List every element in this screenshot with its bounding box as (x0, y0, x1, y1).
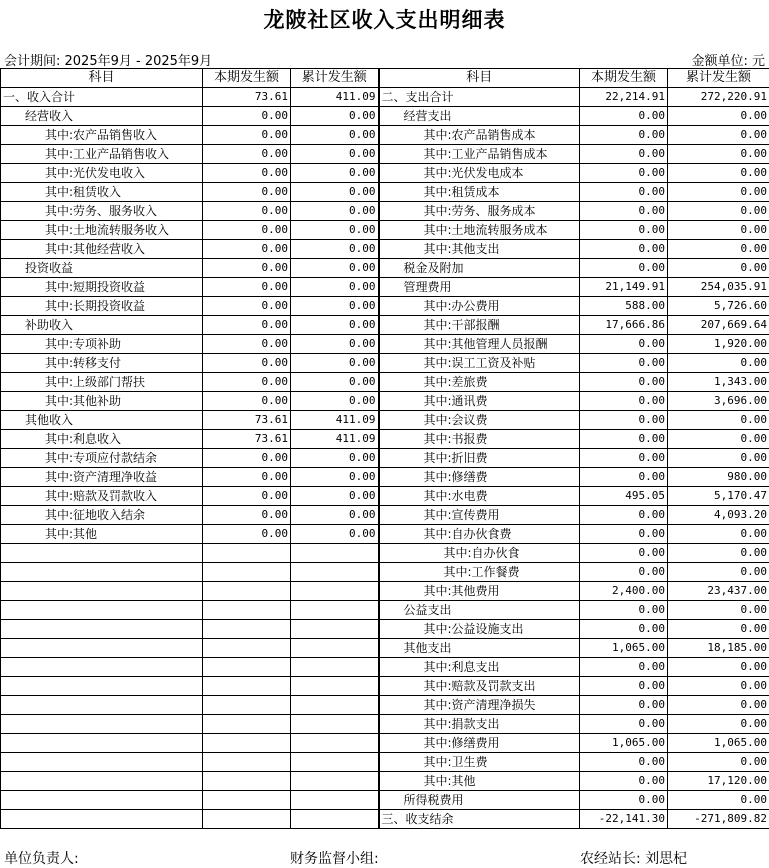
left-current-cell (203, 544, 291, 563)
left-item-cell (1, 696, 203, 715)
left-item-cell: 其中:其他经营收入 (1, 240, 203, 259)
left-current-cell: 0.00 (203, 354, 291, 373)
table-row (1, 449, 769, 468)
right-item-cell: 其中:通讯费 (379, 392, 580, 411)
right-current-cell: 0.00 (580, 373, 668, 392)
right-current-cell: 0.00 (580, 563, 668, 582)
left-item-cell (1, 810, 203, 829)
left-item-cell: 其中:专项应付款结余 (1, 449, 203, 468)
accounting-period: 会计期间: 2025年9月 - 2025年9月 (4, 50, 212, 69)
right-cumulative-cell: 0.00 (668, 449, 769, 468)
left-item-cell: 其中:资产清理净收益 (1, 468, 203, 487)
right-current-cell: 0.00 (580, 715, 668, 734)
left-item-cell: 投资收益 (1, 259, 203, 278)
left-cumulative-cell: 411.09 (291, 88, 379, 107)
table-row (1, 715, 769, 734)
table-row (1, 164, 769, 183)
right-item-cell: 其中:光伏发电成本 (379, 164, 580, 183)
right-cumulative-cell: 0.00 (668, 601, 769, 620)
right-item-cell: 其中:资产清理净损失 (379, 696, 580, 715)
right-cumulative-cell: 0.00 (668, 107, 769, 126)
left-item-cell (1, 639, 203, 658)
right-current-cell: 0.00 (580, 620, 668, 639)
table-row (1, 88, 769, 107)
left-item-cell: 其中:赔款及罚款收入 (1, 487, 203, 506)
left-current-cell: 0.00 (203, 278, 291, 297)
right-cumulative-cell: 0.00 (668, 354, 769, 373)
left-cumulative-cell (291, 810, 379, 829)
right-cumulative-cell: 0.00 (668, 411, 769, 430)
left-cumulative-cell (291, 715, 379, 734)
right-item-cell: 其中:修缮费用 (379, 734, 580, 753)
right-item-cell: 其中:租赁成本 (379, 183, 580, 202)
left-cumulative-cell (291, 620, 379, 639)
left-item-cell: 其中:转移支付 (1, 354, 203, 373)
right-cumulative-cell: 0.00 (668, 791, 769, 810)
left-cumulative-cell (291, 658, 379, 677)
left-cumulative-cell (291, 639, 379, 658)
left-cumulative-cell: 0.00 (291, 468, 379, 487)
table-row (1, 316, 769, 335)
income-expense-table (0, 68, 769, 829)
table-row (1, 677, 769, 696)
left-item-cell: 其中:光伏发电收入 (1, 164, 203, 183)
table-row (1, 240, 769, 259)
right-cumulative-cell: 3,696.00 (668, 392, 769, 411)
right-current-cell: 1,065.00 (580, 734, 668, 753)
right-item-cell: 其中:会议费 (379, 411, 580, 430)
left-current-cell: 0.00 (203, 449, 291, 468)
right-cumulative-cell: 0.00 (668, 677, 769, 696)
right-cumulative-cell: 0.00 (668, 544, 769, 563)
header-item-right: 科目 (379, 69, 580, 88)
right-item-cell: 其中:工业产品销售成本 (379, 145, 580, 164)
left-current-cell: 0.00 (203, 221, 291, 240)
table-row (1, 658, 769, 677)
table-row (1, 411, 769, 430)
left-cumulative-cell (291, 696, 379, 715)
header-cumulative-right: 累计发生额 (668, 69, 769, 88)
left-item-cell: 经营收入 (1, 107, 203, 126)
right-item-cell: 其中:其他支出 (379, 240, 580, 259)
right-item-cell: 其中:劳务、服务成本 (379, 202, 580, 221)
left-cumulative-cell: 0.00 (291, 240, 379, 259)
left-cumulative-cell: 0.00 (291, 316, 379, 335)
table-row (1, 753, 769, 772)
table-row (1, 487, 769, 506)
right-current-cell: 0.00 (580, 696, 668, 715)
left-item-cell: 其中:其他补助 (1, 392, 203, 411)
table-row (1, 259, 769, 278)
left-cumulative-cell: 0.00 (291, 259, 379, 278)
right-cumulative-cell: 23,437.00 (668, 582, 769, 601)
right-item-cell: 其中:赔款及罚款支出 (379, 677, 580, 696)
left-cumulative-cell (291, 677, 379, 696)
right-cumulative-cell: 0.00 (668, 715, 769, 734)
left-current-cell: 0.00 (203, 145, 291, 164)
table-row (1, 183, 769, 202)
right-cumulative-cell: 0.00 (668, 145, 769, 164)
right-current-cell: 0.00 (580, 411, 668, 430)
left-cumulative-cell: 0.00 (291, 373, 379, 392)
table-row (1, 202, 769, 221)
table-row (1, 506, 769, 525)
right-cumulative-cell: 980.00 (668, 468, 769, 487)
right-item-cell: 所得税费用 (379, 791, 580, 810)
left-cumulative-cell (291, 791, 379, 810)
left-item-cell: 其中:征地收入结余 (1, 506, 203, 525)
right-current-cell: 22,214.91 (580, 88, 668, 107)
left-item-cell (1, 791, 203, 810)
right-item-cell: 其中:捐款支出 (379, 715, 580, 734)
table-row (1, 696, 769, 715)
left-cumulative-cell: 0.00 (291, 297, 379, 316)
right-cumulative-cell: 207,669.64 (668, 316, 769, 335)
left-cumulative-cell: 0.00 (291, 506, 379, 525)
right-item-cell: 其中:修缮费 (379, 468, 580, 487)
right-item-cell: 二、支出合计 (379, 88, 580, 107)
table-row (1, 639, 769, 658)
right-cumulative-cell: 0.00 (668, 259, 769, 278)
left-current-cell: 0.00 (203, 487, 291, 506)
right-current-cell: 0.00 (580, 430, 668, 449)
right-current-cell: 21,149.91 (580, 278, 668, 297)
right-current-cell: 588.00 (580, 297, 668, 316)
left-item-cell (1, 677, 203, 696)
right-current-cell: 0.00 (580, 164, 668, 183)
right-item-cell: 公益支出 (379, 601, 580, 620)
right-current-cell: 0.00 (580, 449, 668, 468)
right-item-cell: 其中:其他费用 (379, 582, 580, 601)
right-cumulative-cell: 4,093.20 (668, 506, 769, 525)
left-cumulative-cell: 0.00 (291, 221, 379, 240)
table-row (1, 221, 769, 240)
left-current-cell: 0.00 (203, 240, 291, 259)
left-current-cell (203, 772, 291, 791)
left-item-cell: 其中:工业产品销售收入 (1, 145, 203, 164)
left-cumulative-cell (291, 582, 379, 601)
right-current-cell: 0.00 (580, 259, 668, 278)
right-cumulative-cell: 0.00 (668, 620, 769, 639)
right-item-cell: 其中:利息支出 (379, 658, 580, 677)
table-row (1, 468, 769, 487)
right-item-cell: 其中:公益设施支出 (379, 620, 580, 639)
left-cumulative-cell: 0.00 (291, 145, 379, 164)
left-current-cell: 0.00 (203, 183, 291, 202)
right-current-cell: 495.05 (580, 487, 668, 506)
right-cumulative-cell: 0.00 (668, 658, 769, 677)
table-row (1, 335, 769, 354)
table-body (1, 88, 769, 829)
left-item-cell: 其中:长期投资收益 (1, 297, 203, 316)
table-row (1, 430, 769, 449)
right-item-cell: 其中:差旅费 (379, 373, 580, 392)
left-item-cell: 其中:专项补助 (1, 335, 203, 354)
left-current-cell: 0.00 (203, 259, 291, 278)
left-current-cell: 0.00 (203, 525, 291, 544)
right-item-cell: 三、收支结余 (379, 810, 580, 829)
right-item-cell: 经营支出 (379, 107, 580, 126)
right-cumulative-cell: 254,035.91 (668, 278, 769, 297)
right-cumulative-cell: -271,809.82 (668, 810, 769, 829)
left-current-cell: 0.00 (203, 164, 291, 183)
right-cumulative-cell: 1,920.00 (668, 335, 769, 354)
right-current-cell: 0.00 (580, 468, 668, 487)
left-item-cell: 其中:利息收入 (1, 430, 203, 449)
right-current-cell: 0.00 (580, 506, 668, 525)
left-cumulative-cell: 0.00 (291, 487, 379, 506)
left-item-cell: 其中:其他 (1, 525, 203, 544)
right-cumulative-cell: 0.00 (668, 164, 769, 183)
right-current-cell: 0.00 (580, 107, 668, 126)
table-row (1, 544, 769, 563)
left-current-cell (203, 734, 291, 753)
left-item-cell: 其中:短期投资收益 (1, 278, 203, 297)
left-cumulative-cell: 411.09 (291, 430, 379, 449)
left-current-cell: 0.00 (203, 316, 291, 335)
left-item-cell: 其中:农产品销售收入 (1, 126, 203, 145)
left-current-cell: 0.00 (203, 202, 291, 221)
left-current-cell: 0.00 (203, 373, 291, 392)
right-current-cell: 0.00 (580, 753, 668, 772)
right-current-cell: -22,141.30 (580, 810, 668, 829)
left-item-cell (1, 715, 203, 734)
left-item-cell (1, 563, 203, 582)
right-cumulative-cell: 0.00 (668, 430, 769, 449)
left-current-cell: 0.00 (203, 297, 291, 316)
right-item-cell: 其中:工作餐费 (379, 563, 580, 582)
table-header-row (1, 69, 769, 88)
right-item-cell: 其中:农产品销售成本 (379, 126, 580, 145)
left-current-cell (203, 791, 291, 810)
station-head-label: 农经站长: 刘思杞 (580, 848, 687, 868)
left-current-cell: 0.00 (203, 468, 291, 487)
left-current-cell: 73.61 (203, 411, 291, 430)
right-item-cell: 其中:其他 (379, 772, 580, 791)
right-current-cell: 0.00 (580, 126, 668, 145)
right-current-cell: 0.00 (580, 202, 668, 221)
header-cumulative-left: 累计发生额 (291, 69, 379, 88)
table-row (1, 354, 769, 373)
right-cumulative-cell: 5,726.60 (668, 297, 769, 316)
signature-footer (0, 848, 769, 866)
right-cumulative-cell: 272,220.91 (668, 88, 769, 107)
right-current-cell: 0.00 (580, 791, 668, 810)
left-current-cell: 0.00 (203, 506, 291, 525)
right-current-cell: 0.00 (580, 772, 668, 791)
left-current-cell (203, 677, 291, 696)
left-current-cell (203, 620, 291, 639)
right-item-cell: 其中:土地流转服务成本 (379, 221, 580, 240)
report-title: 龙陂社区收入支出明细表 (0, 4, 769, 34)
right-cumulative-cell: 0.00 (668, 753, 769, 772)
left-item-cell: 其中:上级部门帮扶 (1, 373, 203, 392)
left-cumulative-cell: 411.09 (291, 411, 379, 430)
left-item-cell (1, 772, 203, 791)
left-item-cell (1, 734, 203, 753)
table-row (1, 601, 769, 620)
left-cumulative-cell: 0.00 (291, 126, 379, 145)
right-current-cell: 1,065.00 (580, 639, 668, 658)
table-row (1, 392, 769, 411)
left-item-cell (1, 601, 203, 620)
right-current-cell: 0.00 (580, 221, 668, 240)
right-current-cell: 0.00 (580, 544, 668, 563)
right-item-cell: 其中:误工工资及补贴 (379, 354, 580, 373)
left-item-cell (1, 582, 203, 601)
left-current-cell (203, 696, 291, 715)
right-current-cell: 0.00 (580, 658, 668, 677)
table-row (1, 582, 769, 601)
right-item-cell: 其他支出 (379, 639, 580, 658)
left-current-cell (203, 658, 291, 677)
left-current-cell (203, 753, 291, 772)
table-row (1, 107, 769, 126)
left-current-cell: 73.61 (203, 430, 291, 449)
left-current-cell (203, 582, 291, 601)
left-cumulative-cell (291, 601, 379, 620)
right-cumulative-cell: 17,120.00 (668, 772, 769, 791)
right-cumulative-cell: 5,170.47 (668, 487, 769, 506)
right-current-cell: 0.00 (580, 354, 668, 373)
left-current-cell: 0.00 (203, 335, 291, 354)
left-current-cell (203, 715, 291, 734)
left-item-cell: 其中:土地流转服务收入 (1, 221, 203, 240)
left-item-cell: 补助收入 (1, 316, 203, 335)
right-current-cell: 0.00 (580, 677, 668, 696)
table-row (1, 373, 769, 392)
header-current-right: 本期发生额 (580, 69, 668, 88)
right-cumulative-cell: 0.00 (668, 525, 769, 544)
table-row (1, 145, 769, 164)
left-cumulative-cell: 0.00 (291, 449, 379, 468)
table-row (1, 620, 769, 639)
header-current-left: 本期发生额 (203, 69, 291, 88)
table-row (1, 734, 769, 753)
right-cumulative-cell: 0.00 (668, 696, 769, 715)
right-current-cell: 0.00 (580, 145, 668, 164)
left-item-cell: 其中:劳务、服务收入 (1, 202, 203, 221)
left-cumulative-cell: 0.00 (291, 164, 379, 183)
right-current-cell: 0.00 (580, 335, 668, 354)
left-current-cell (203, 810, 291, 829)
right-item-cell: 其中:卫生费 (379, 753, 580, 772)
left-item-cell: 一、收入合计 (1, 88, 203, 107)
left-current-cell: 73.61 (203, 88, 291, 107)
left-cumulative-cell: 0.00 (291, 183, 379, 202)
left-cumulative-cell (291, 544, 379, 563)
table-row (1, 791, 769, 810)
right-current-cell: 0.00 (580, 601, 668, 620)
right-item-cell: 税金及附加 (379, 259, 580, 278)
supervision-label: 财务监督小组: (290, 848, 379, 868)
right-cumulative-cell: 0.00 (668, 563, 769, 582)
right-item-cell: 其中:宣传费用 (379, 506, 580, 525)
right-item-cell: 其中:干部报酬 (379, 316, 580, 335)
left-cumulative-cell: 0.00 (291, 392, 379, 411)
currency-unit: 金额单位: 元 (691, 50, 765, 69)
right-current-cell: 0.00 (580, 392, 668, 411)
left-current-cell: 0.00 (203, 107, 291, 126)
left-cumulative-cell: 0.00 (291, 278, 379, 297)
table-row (1, 126, 769, 145)
left-cumulative-cell: 0.00 (291, 354, 379, 373)
right-current-cell: 0.00 (580, 240, 668, 259)
right-cumulative-cell: 0.00 (668, 183, 769, 202)
table-row (1, 810, 769, 829)
right-cumulative-cell: 1,065.00 (668, 734, 769, 753)
table-row (1, 525, 769, 544)
right-current-cell: 2,400.00 (580, 582, 668, 601)
left-cumulative-cell: 0.00 (291, 335, 379, 354)
left-cumulative-cell (291, 563, 379, 582)
right-cumulative-cell: 0.00 (668, 221, 769, 240)
left-cumulative-cell (291, 772, 379, 791)
right-cumulative-cell: 1,343.00 (668, 373, 769, 392)
right-item-cell: 其中:书报费 (379, 430, 580, 449)
right-item-cell: 其中:自办伙食 (379, 544, 580, 563)
left-cumulative-cell: 0.00 (291, 107, 379, 126)
header-item-left: 科目 (1, 69, 203, 88)
right-item-cell: 其中:折旧费 (379, 449, 580, 468)
right-cumulative-cell: 18,185.00 (668, 639, 769, 658)
report-meta (0, 50, 769, 68)
table-row (1, 772, 769, 791)
left-cumulative-cell (291, 753, 379, 772)
right-item-cell: 其中:其他管理人员报酬 (379, 335, 580, 354)
right-item-cell: 管理费用 (379, 278, 580, 297)
right-cumulative-cell: 0.00 (668, 202, 769, 221)
table-row (1, 297, 769, 316)
left-cumulative-cell: 0.00 (291, 525, 379, 544)
left-current-cell: 0.00 (203, 392, 291, 411)
left-current-cell (203, 563, 291, 582)
right-item-cell: 其中:办公费用 (379, 297, 580, 316)
left-item-cell (1, 658, 203, 677)
left-item-cell: 其他收入 (1, 411, 203, 430)
right-current-cell: 0.00 (580, 183, 668, 202)
right-current-cell: 0.00 (580, 525, 668, 544)
left-current-cell (203, 601, 291, 620)
right-item-cell: 其中:水电费 (379, 487, 580, 506)
right-current-cell: 17,666.86 (580, 316, 668, 335)
left-item-cell (1, 753, 203, 772)
left-cumulative-cell: 0.00 (291, 202, 379, 221)
left-item-cell: 其中:租赁收入 (1, 183, 203, 202)
right-item-cell: 其中:自办伙食费 (379, 525, 580, 544)
left-cumulative-cell (291, 734, 379, 753)
table-row (1, 278, 769, 297)
left-current-cell: 0.00 (203, 126, 291, 145)
right-cumulative-cell: 0.00 (668, 240, 769, 259)
left-item-cell (1, 544, 203, 563)
left-current-cell (203, 639, 291, 658)
unit-head-label: 单位负责人: (4, 848, 79, 868)
left-item-cell (1, 620, 203, 639)
right-cumulative-cell: 0.00 (668, 126, 769, 145)
table-row (1, 563, 769, 582)
